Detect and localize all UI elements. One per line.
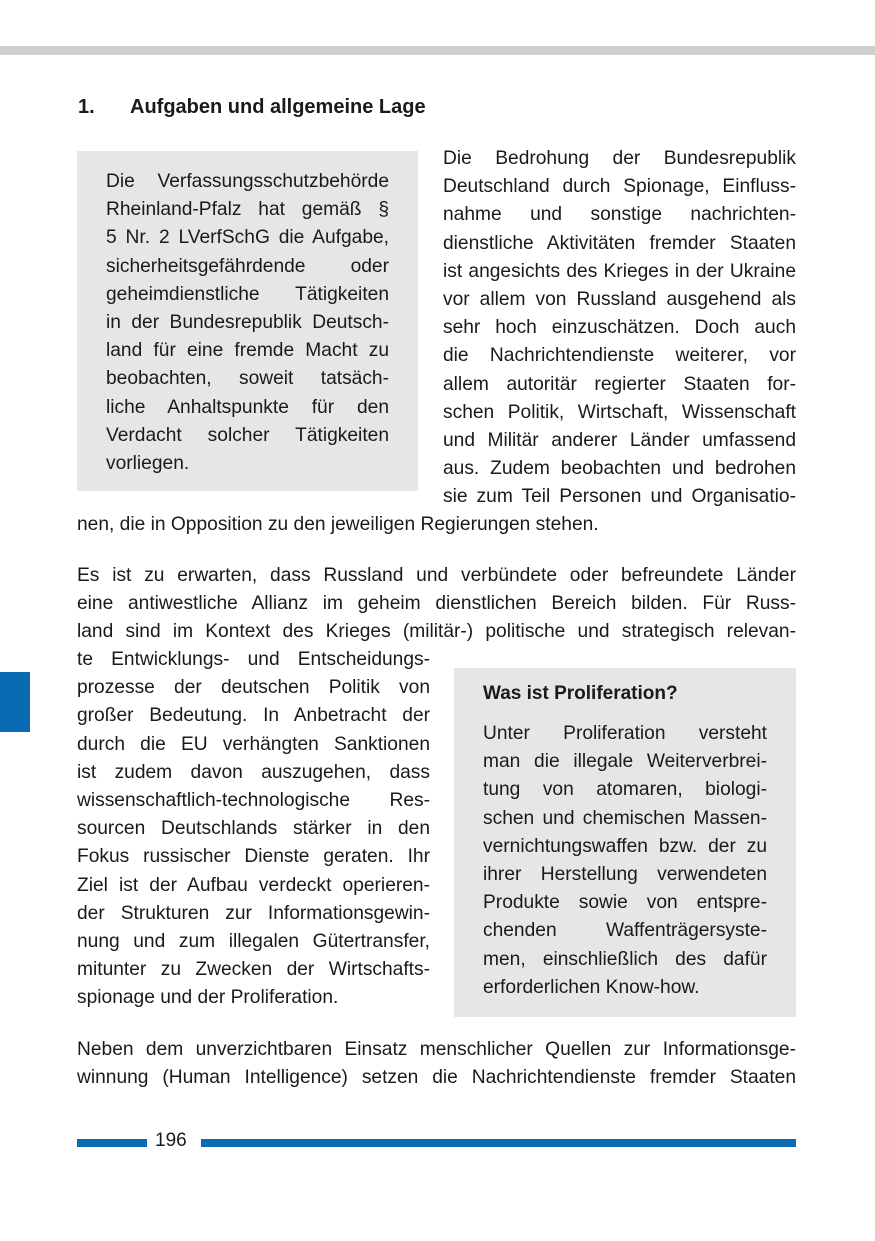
text-line: vor allem von Russland ausgehend als (443, 289, 796, 311)
mandate-text (106, 168, 389, 478)
text-line: land für eine fremde Macht zu (106, 340, 389, 362)
text-line: man die illegale Weiterverbrei- (483, 751, 767, 773)
text-line: men, einschließlich des dafür (483, 948, 767, 970)
text-line: Verdacht solcher Tätigkeiten (106, 424, 389, 446)
text-line: Es ist zu erwarten, dass Russland und verbündete oder befreundete Länder (77, 565, 796, 586)
paragraph-humint (77, 1036, 796, 1092)
text-line: Neben dem unverzichtbaren Einsatz menschlicher Quellen zur Informationsge- (77, 1039, 796, 1060)
text-line: winnung (Human Intelligence) setzen die Nachrichtendienste fremder Staaten (77, 1067, 796, 1089)
text-line: die Nachrichtendienste weiterer, vor (443, 345, 796, 367)
text-line: geheimdienstliche Tätigkeiten (106, 283, 389, 305)
text-line: durch die EU verhängten Sanktionen (77, 733, 430, 755)
paragraph-alliance (77, 562, 796, 647)
page-number: 196 (155, 1130, 187, 1151)
footer-bar-right (201, 1139, 796, 1147)
text-line: schen und chemischen Massen- (483, 807, 767, 829)
text-line: te Entwicklungs- und Entscheidungs- (77, 649, 430, 670)
proliferation-text (483, 720, 767, 1002)
text-line: erforderlichen Know-how. (483, 976, 700, 998)
text-line: großer Bedeutung. In Anbetracht der (77, 705, 430, 727)
page-footer (77, 1126, 796, 1156)
paragraph-threat-column (443, 145, 796, 512)
text-line: Produkte sowie von entspre- (483, 892, 767, 914)
text-line: vernichtungswaffen bzw. der zu (483, 835, 767, 857)
text-line: Die Verfassungsschutzbehörde (106, 171, 389, 192)
text-line: sehr hoch einzuschätzen. Doch auch (443, 317, 796, 339)
text-line: der Strukturen zur Informationsgewin- (77, 902, 430, 924)
text-line: liche Anhaltspunkte für den (106, 396, 389, 418)
text-line: dienstliche Aktivitäten fremder Staaten (443, 232, 796, 254)
text-line: ist zudem davon auszugehen, dass (77, 761, 430, 783)
text-line: wissenschaftlich-technologische Res- (77, 790, 430, 812)
text-line: schen Politik, Wirtschaft, Wissenschaft (443, 401, 796, 423)
text-line: beobachten, soweit tatsäch- (106, 368, 389, 390)
text-line: land sind im Kontext des Krieges (militär-) politische und strategisch relevan- (77, 621, 796, 643)
text-line: chenden Waffenträgersyste- (483, 920, 767, 942)
text-line: und Militär anderer Länder umfassend (443, 430, 796, 452)
text-line: sourcen Deutschlands stärker in den (77, 818, 430, 840)
text-line: nung und zum illegalen Gütertransfer, (77, 931, 430, 953)
text-line: allem autoritär regierter Staaten for- (443, 373, 796, 395)
text-line: 5 Nr. 2 LVerfSchG die Aufgabe, (106, 227, 389, 249)
text-line: Rheinland-Pfalz hat gemäß § (106, 199, 389, 221)
footer-bar-left (77, 1139, 147, 1147)
text-line: vorliegen. (106, 453, 190, 475)
text-line: sicherheitsgefährdende oder (106, 255, 389, 277)
mandate-info-box (77, 151, 418, 491)
text-line: Ziel ist der Aufbau verdeckt operieren- (77, 874, 430, 896)
section-heading (78, 94, 426, 120)
text-line: ihrer Herstellung verwendeten (483, 864, 767, 886)
top-rule (0, 46, 875, 55)
text-line: sie zum Teil Personen und Organisatio- (443, 486, 796, 508)
text-line: tung von atomaren, biologi- (483, 779, 767, 801)
text-line: prozesse der deutschen Politik von (77, 677, 430, 699)
text-line: Deutschland durch Spionage, Einfluss- (443, 176, 796, 198)
text-line: Die Bedrohung der Bundesrepublik (443, 148, 796, 169)
text-line: eine antiwestliche Allianz im geheim dienstlichen Bereich bilden. Für Russ- (77, 593, 796, 615)
proliferation-info-box (454, 668, 796, 1017)
text-line: aus. Zudem beobachten und bedrohen (443, 458, 796, 480)
paragraph-alliance-column (77, 646, 430, 1013)
text-line: nen, die in Opposition zu den jeweiligen Regierungen stehen. (77, 514, 599, 535)
text-line: ist angesichts des Krieges in der Ukraine (443, 260, 796, 282)
section-title: Aufgaben und allgemeine Lage (130, 96, 426, 118)
text-line: spionage und der Proliferation. (77, 987, 339, 1009)
text-line: Fokus russischer Dienste geraten. Ihr (77, 846, 430, 868)
proliferation-box-title: Was ist Proliferation? (483, 683, 678, 704)
section-number: 1. (78, 96, 95, 118)
text-line: nahme und sonstige nachrichten- (443, 204, 796, 226)
text-line: in der Bundesrepublik Deutsch- (106, 312, 389, 334)
text-line: Unter Proliferation versteht (483, 723, 767, 744)
text-line: mitunter zu Zwecken der Wirtschafts- (77, 959, 430, 981)
paragraph-threat-last-line (77, 511, 796, 539)
chapter-tab-marker (0, 672, 30, 732)
